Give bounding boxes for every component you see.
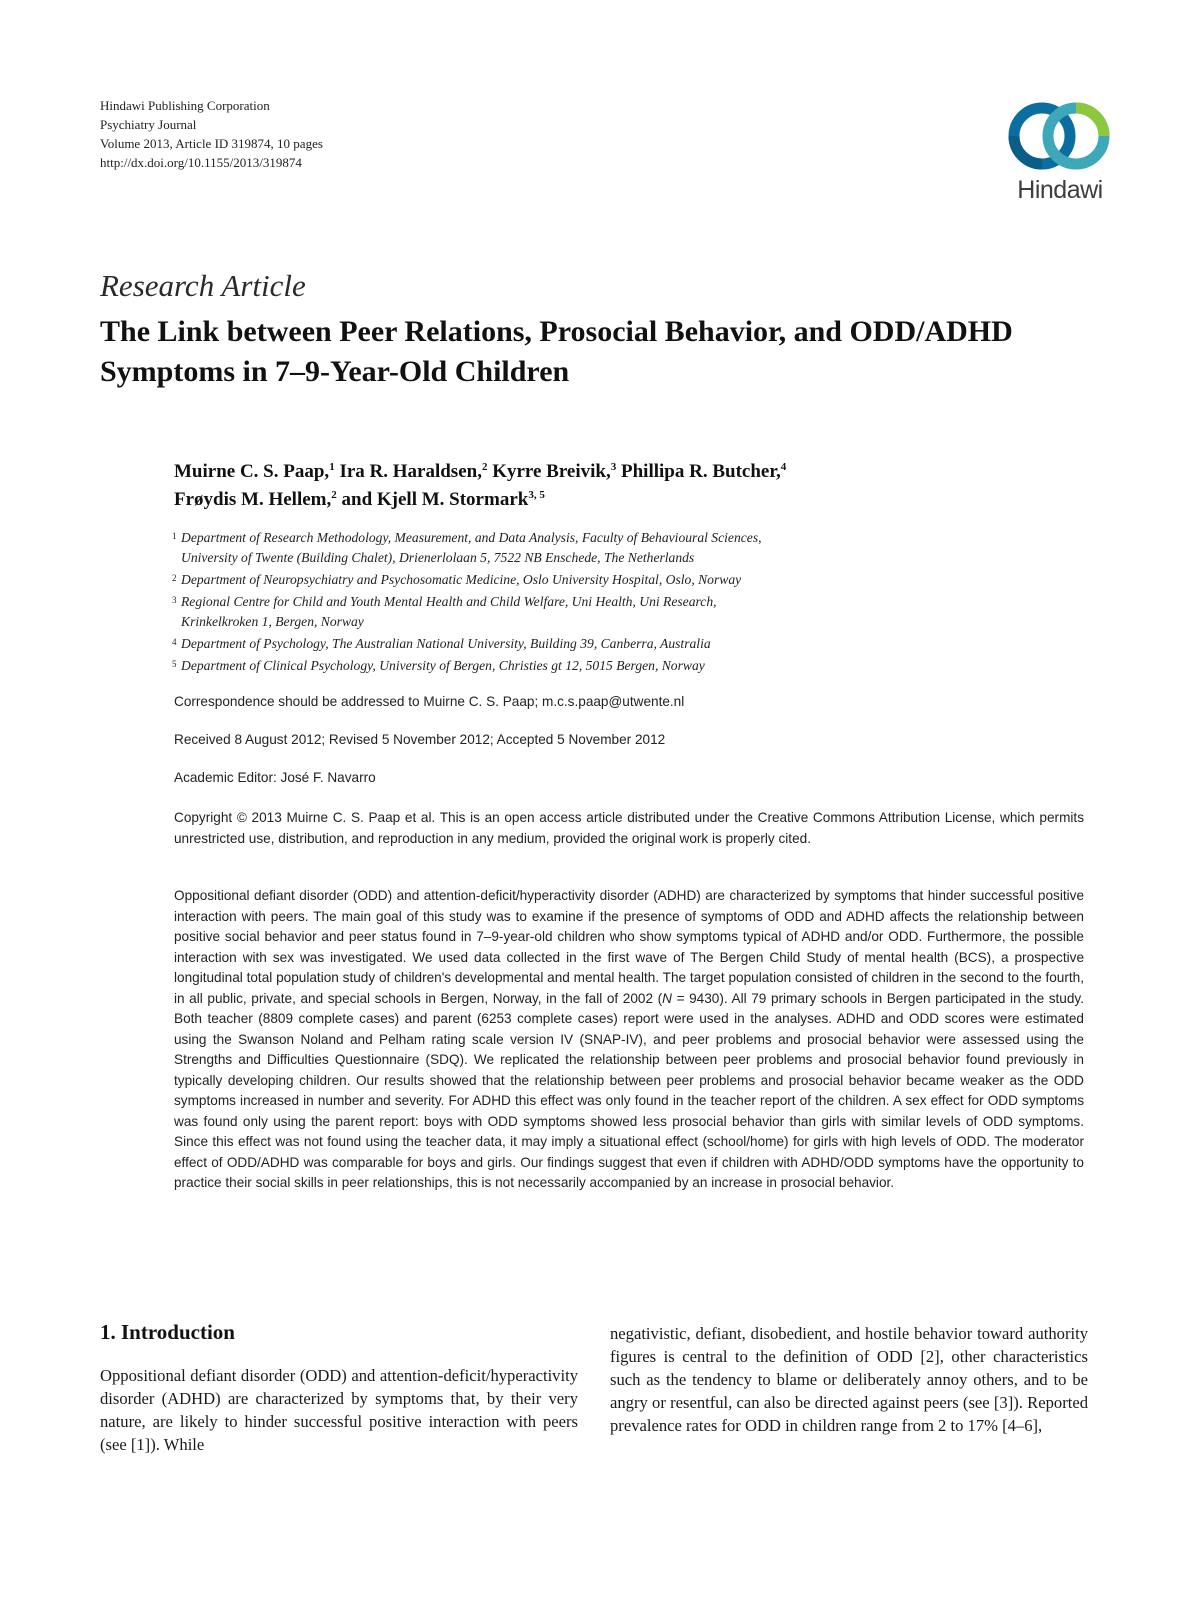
abstract: Oppositional defiant disorder (ODD) and attention-deficit/hyperactivity disorder (ADHD) are characterized by symptoms that hinder successful positive interaction with peers. The main goal of this study was to examine if the presence of symptoms of ODD and ADHD affects the relationship between positive social behavior and peer status found in 7–9-year-old children who show symptoms typical of ADHD and/or ODD. Furthermore, the possible interaction with sex was investigated. We used data collected in the first wave of The Bergen Child Study of mental health (BCS), a prospective longitudinal total population study of children's developmental and mental health. The target population consisted of children in the second to the fourth, in all public, private, and special schools in Bergen, Norway, in the fall of 2002 (N = 9430). All 79 primary schools in Bergen participated in the study. Both teacher (8809 complete cases) and parent (6253 complete cases) report were used in the analyses. ADHD and ODD scores were estimated using the Swanson Noland and Pelham rating scale version IV (SNAP-IV), and peer problems and prosocial behavior were assessed using the Strengths and Difficulties Questionnaire (SDQ). We replicated the relationship between peer problems and prosocial behavior found previously in typically developing children. Our results showed that the relationship between peer problems and prosocial behavior became weaker as the ODD symptoms increased in number and severity. For ADHD this effect was only found in the teacher report of the children. A sex effect for ODD symptoms was found only using the parent report: boys with ODD symptoms showed less prosocial behavior than girls with similar levels of ODD symptoms. Since this effect was not found using the teacher data, it may imply a situational effect (school/home) for girls with high levels of ODD. The moderator effect of ODD/ADHD was comparable for boys and girls. Our findings suggest that even if children with ADHD/ODD symptoms have the opportunity to practice their social skills in peer relationships, this is not necessarily accompanied by an increase in prosocial behavior. [174,888,1084,1190]
author: Kyrre Breivik,$^3$ [492,461,617,482]
author: Muirne C. S. Paap,$^1$ [174,461,335,482]
journal-name: Psychiatry Journal [100,117,197,132]
hindawi-logo-text: Hindawi [1017,176,1103,204]
volume-info: Volume 2013, Article ID 319874, 10 pages [100,136,323,151]
affiliation-item: 1 Department of Research Methodology, Measurement, and Data Analysis, Faculty of Behavioural Sciences, University of Twente (Building Chalet), Drienerlolaan 5, 7522 NB Enschede, The Netherlands [172,530,762,565]
article-type: Research Article [100,268,306,303]
affiliation-item: 4 Department of Psychology, The Australian National University, Building 39, Canberra, Australia [172,636,711,651]
doi-link[interactable]: http://dx.doi.org/10.1155/2013/319874 [100,155,302,170]
author: Phillipa R. Butcher,$^4$ [621,461,787,482]
journal-header [100,96,323,172]
author-list [174,458,1094,514]
affiliation-list [172,528,1092,678]
section-heading: 1. Introduction [100,1320,235,1344]
affiliation-item: 3 Regional Centre for Child and Youth Mental Health and Child Welfare, Uni Health, Uni Research, Krinkelkroken 1, Bergen, Norway [172,594,717,629]
affiliation-item: 5 Department of Clinical Psychology, University of Bergen, Christies gt 12, 5015 Bergen, Norway [172,658,705,673]
article-title: The Link between Peer Relations, Prosocial Behavior, and ODD/ADHD Symptoms in 7–9-Year-Old Children [100,315,1013,388]
copyright-notice: Copyright © 2013 Muirne C. S. Paap et al. This is an open access article distributed under the Creative Commons Attribution License, which permits unrestricted use, distribution, and reproduction in any medium, provided the original work is properly cited. [174,810,1084,846]
publisher-name: Hindawi Publishing Corporation [100,98,270,113]
correspondence-note: Correspondence should be addressed to Muirne C. S. Paap; m.c.s.paap@utwente.nl [174,694,685,709]
body-text-right-column: negativistic, defiant, disobedient, and hostile behavior toward authority figures is central to the definition of ODD [2], other characteristics such as the tendency to blame or deliberately annoy others, and to be angry or resentful, can also be directed against peers (see [3]). Reported prevalence rates for ODD in children range from 2 to 17% [4–6], [610,1324,1088,1435]
n-symbol: N [662,990,672,1006]
author: Ira R. Haraldsen,$^2$ [339,461,488,482]
author: Frøydis M. Hellem,$^2$ [174,489,337,510]
affiliation-item: 2 Department of Neuropsychiatry and Psychosomatic Medicine, Oslo University Hospital, Oslo, Norway [172,572,742,587]
author: and Kjell M. Stormark$^{3, 5}$ [341,489,545,510]
academic-editor: Academic Editor: José F. Navarro [174,770,376,785]
publication-dates: Received 8 August 2012; Revised 5 November 2012; Accepted 5 November 2012 [174,732,666,747]
body-text-left-column: Oppositional defiant disorder (ODD) and attention-deficit/hyperactivity disorder (ADHD) are characterized by symptoms that, by their very nature, are likely to hinder successful positive interaction with peers (see [1]). While [100,1366,578,1454]
